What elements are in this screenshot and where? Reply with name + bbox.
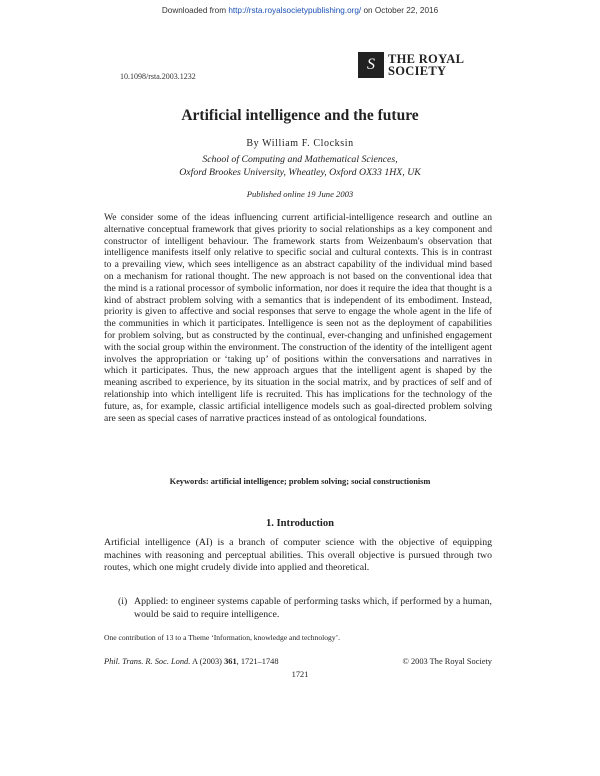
- doi-label: 10.1098/rsta.2003.1232: [120, 72, 196, 81]
- published-date: Published online 19 June 2003: [246, 189, 354, 199]
- journal-volume: 361: [224, 657, 237, 666]
- download-prefix: Downloaded from: [161, 6, 229, 15]
- journal-series: A (2003): [190, 657, 225, 666]
- journal-name: Phil. Trans. R. Soc. Lond.: [104, 657, 191, 666]
- journal-citation: [104, 657, 279, 666]
- affiliation: [0, 153, 600, 179]
- download-notice: [0, 6, 600, 15]
- journal-pages: , 1721–1748: [236, 657, 279, 666]
- footnote: One contribution of 13 to a Theme ‘Information, knowledge and technology’.: [104, 633, 341, 642]
- logo-line-1: THE ROYAL: [388, 51, 465, 66]
- article-title: Artificial intelligence and the future: [181, 107, 419, 124]
- royal-society-logo: [358, 52, 464, 78]
- section-heading-introduction: 1. Introduction: [265, 518, 335, 529]
- logo-line-2: SOCIETY: [388, 64, 447, 78]
- list-item-text: Applied: to engineer systems capable of performing tasks which, if performed by a human, would be said to require intelligence.: [134, 596, 492, 620]
- abstract: We consider some of the ideas influencing current artificial-intelligence research and outline an alternative conceptual framework that gives priority to social relationships as a key component and constructor of intelligent behaviour. The framework starts from Weizenbaum's observation that intelligence manifests itself only relative to specific social and cultural contexts. This is in contrast to a prevailing view, which sees intelligence as an abstract capability of the individual mind based on a mechanism for rational thought. The new approach is not based on the conventional idea that the mind is a rational processor of symbolic information, nor does it require the idea that thought is a kind of abstract problem solving with a semantics that is independent of its embodiment. Instead, priority is given to affective and social responses that serve to engage the whole agent in the life of the communities in which it participates. Intelligence is seen not as the deployment of capabilities for problem solving, but as constructed by the continual, ever-changing and unfinished engagement with the social group within the environment. The construction of the identity of the intelligent agent involves the appropriation or ‘taking up’ of positions within the conversations and narratives in which it participates. Thus, the new approach argues that the intelligent agent is shaped by the meaning ascribed to experience, by its situation in the social matrix, and by practices of self and of relationship into which intelligent life is recruited. This has implications for the technology of the future, as, for example, classic artificial intelligence models such as goal-directed problem solving are seen as special cases of narrative practices instead of as ontological foundations.: [104, 212, 492, 424]
- intro-paragraph: Artificial intelligence (AI) is a branch of computer science with the objective of equipping machines with reasoning and perceptual abilities. This overall objective is pursued through two routes, which one might crudely divide into applied and theoretical.: [104, 537, 492, 574]
- list-marker: (i): [118, 596, 128, 607]
- list-item: [104, 596, 492, 621]
- copyright: © 2003 The Royal Society: [402, 657, 492, 666]
- logo-text: [388, 53, 464, 78]
- page-number: 1721: [291, 670, 309, 679]
- affiliation-line-1: School of Computing and Mathematical Sciences,: [202, 154, 398, 165]
- keywords: Keywords: artificial intelligence; problem solving; social constructionism: [169, 477, 431, 486]
- author-line: By William F. Clocksin: [246, 138, 354, 149]
- society-emblem-icon: S: [358, 52, 384, 78]
- journal-link[interactable]: http://rsta.royalsocietypublishing.org/: [228, 6, 362, 15]
- download-suffix: on October 22, 2016: [361, 6, 439, 15]
- affiliation-line-2: Oxford Brookes University, Wheatley, Oxford OX33 1HX, UK: [179, 167, 421, 178]
